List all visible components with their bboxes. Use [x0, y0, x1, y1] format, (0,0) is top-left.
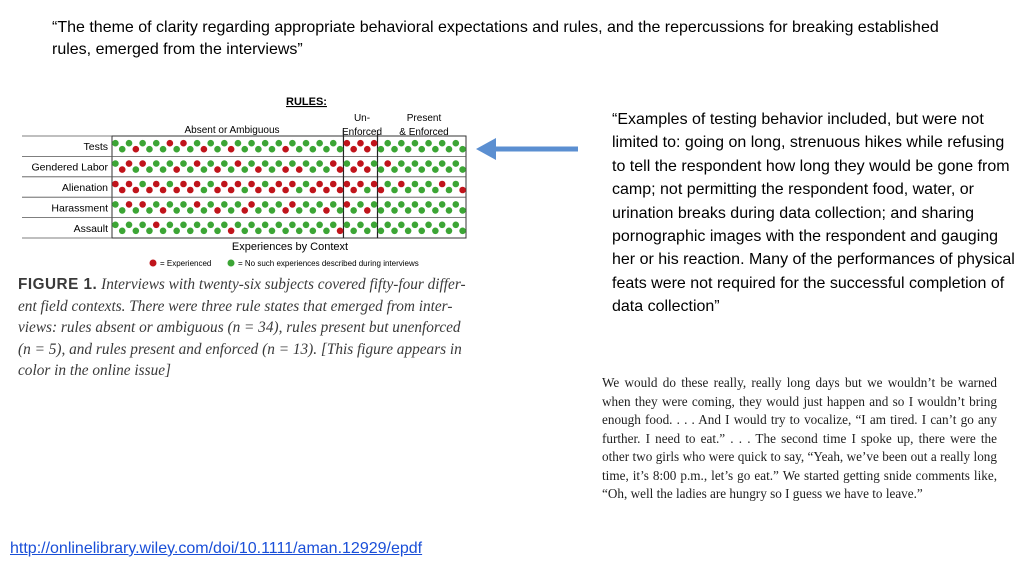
column-header-unenforced-line1: Un- [353, 113, 371, 124]
dot-experienced [248, 201, 255, 208]
dot-experienced [194, 201, 201, 208]
dot-not-experienced [405, 207, 412, 214]
dot-not-experienced [255, 207, 262, 214]
dot-not-experienced [133, 228, 140, 235]
dot-not-experienced [201, 166, 208, 173]
dot-not-experienced [153, 201, 160, 208]
dot-experienced [194, 160, 201, 167]
dot-experienced [248, 181, 255, 188]
dot-not-experienced [146, 207, 153, 214]
dot-not-experienced [201, 207, 208, 214]
dot-not-experienced [173, 228, 180, 235]
dot-not-experienced [316, 140, 323, 147]
dot-not-experienced [255, 228, 262, 235]
dot-experienced [235, 181, 242, 188]
row-labels [32, 141, 109, 235]
dot-experienced [133, 146, 140, 153]
dot-not-experienced [432, 228, 439, 235]
dot-experienced [364, 207, 371, 214]
dot-experienced [214, 207, 221, 214]
dot-not-experienced [221, 140, 228, 147]
dot-not-experienced [412, 140, 419, 147]
dot-not-experienced [378, 146, 385, 153]
dot-not-experienced [371, 222, 378, 229]
dot-not-experienced [350, 228, 357, 235]
dot-not-experienced [425, 222, 432, 229]
dot-experienced [153, 222, 160, 229]
dot-not-experienced [289, 160, 296, 167]
dot-not-experienced [119, 228, 126, 235]
dot-experienced [330, 181, 337, 188]
dot-not-experienced [330, 201, 337, 208]
dot-not-experienced [160, 228, 167, 235]
column-header-enforced-line1: Present [406, 113, 442, 124]
dot-not-experienced [303, 140, 310, 147]
dot-not-experienced [112, 222, 119, 229]
dot-not-experienced [446, 187, 453, 194]
dot-not-experienced [255, 146, 262, 153]
dot-not-experienced [146, 146, 153, 153]
dot-not-experienced [316, 201, 323, 208]
dot-not-experienced [275, 160, 282, 167]
dot-not-experienced [418, 207, 425, 214]
dot-not-experienced [248, 140, 255, 147]
dot-not-experienced [323, 146, 330, 153]
dot-not-experienced [418, 146, 425, 153]
dot-not-experienced [146, 228, 153, 235]
dot-experienced [241, 207, 248, 214]
dot-not-experienced [310, 228, 317, 235]
dot-not-experienced [296, 228, 303, 235]
rules-figure [0, 90, 480, 270]
dot-not-experienced [316, 222, 323, 229]
dot-not-experienced [296, 187, 303, 194]
dot-experienced [153, 181, 160, 188]
dot-experienced [167, 140, 174, 147]
row-label: Tests [83, 141, 108, 154]
row-label: Harassment [51, 202, 108, 215]
dot-not-experienced [405, 187, 412, 194]
dot-experienced [282, 187, 289, 194]
dot-experienced [133, 187, 140, 194]
dot-not-experienced [241, 166, 248, 173]
dot-not-experienced [133, 207, 140, 214]
dot-experienced [160, 207, 167, 214]
top-quote: “The theme of clarity regarding appropriate behavioral expectations and rules, and the repercussions for breaking established rules, emerged from the interviews” [52, 19, 939, 58]
dot-not-experienced [187, 166, 194, 173]
dot-not-experienced [126, 222, 133, 229]
dot-not-experienced [418, 166, 425, 173]
dot-not-experienced [167, 201, 174, 208]
column-header-absent: Absent or Ambiguous [184, 125, 280, 136]
dot-experienced [323, 207, 330, 214]
dot-not-experienced [364, 228, 371, 235]
dot-not-experienced [384, 222, 391, 229]
dot-experienced [323, 187, 330, 194]
dot-experienced [139, 160, 146, 167]
dot-experienced [221, 181, 228, 188]
dot-not-experienced [180, 201, 187, 208]
dot-experienced [214, 187, 221, 194]
dot-not-experienced [439, 222, 446, 229]
dot-not-experienced [391, 146, 398, 153]
dot-not-experienced [371, 201, 378, 208]
dot-experienced [344, 181, 351, 188]
dot-not-experienced [391, 228, 398, 235]
dot-not-experienced [235, 140, 242, 147]
dot-not-experienced [139, 181, 146, 188]
dot-not-experienced [180, 222, 187, 229]
dot-not-experienced [452, 201, 459, 208]
dot-not-experienced [405, 146, 412, 153]
dot-not-experienced [330, 140, 337, 147]
dot-experienced [350, 187, 357, 194]
dot-not-experienced [350, 207, 357, 214]
dot-not-experienced [378, 166, 385, 173]
row-label: Gendered Labor [31, 161, 108, 174]
dot-experienced [160, 187, 167, 194]
dot-not-experienced [269, 146, 276, 153]
dot-not-experienced [412, 201, 419, 208]
dot-not-experienced [418, 228, 425, 235]
dot-not-experienced [418, 187, 425, 194]
dot-not-experienced [269, 166, 276, 173]
dot-not-experienced [296, 146, 303, 153]
dot-experienced [126, 181, 133, 188]
dot-not-experienced [384, 201, 391, 208]
dot-not-experienced [187, 146, 194, 153]
dot-experienced [139, 201, 146, 208]
dot-experienced [146, 187, 153, 194]
dot-not-experienced [207, 201, 214, 208]
dot-not-experienced [201, 228, 208, 235]
dot-not-experienced [119, 146, 126, 153]
dot-experienced [310, 187, 317, 194]
dot-experienced [384, 160, 391, 167]
dot-not-experienced [446, 166, 453, 173]
dot-not-experienced [133, 166, 140, 173]
dot-not-experienced [296, 207, 303, 214]
dot-experienced [173, 187, 180, 194]
dot-experienced [364, 146, 371, 153]
dot-not-experienced [126, 140, 133, 147]
dot-not-experienced [275, 201, 282, 208]
dot-not-experienced [405, 166, 412, 173]
dot-experienced [235, 160, 242, 167]
dot-experienced [180, 140, 187, 147]
dot-not-experienced [357, 222, 364, 229]
dot-experienced [330, 160, 337, 167]
dot-not-experienced [398, 160, 405, 167]
dot-not-experienced [452, 181, 459, 188]
dot-experienced [364, 166, 371, 173]
dot-not-experienced [384, 140, 391, 147]
dot-experienced [269, 187, 276, 194]
dot-experienced [228, 187, 235, 194]
dot-not-experienced [153, 160, 160, 167]
dot-not-experienced [316, 160, 323, 167]
column-header-unenforced-line2: Enforced [341, 127, 383, 138]
dot-experienced [350, 166, 357, 173]
figure-caption-text: Interviews with twenty-six subjects covered fifty-four differ- ent field contexts. There were three rule states that emerged from inter- views: rules absent or ambiguous (n = 34), rules present but unenforced (n = 5), and rules present and enforced (n = 13). [This figure appears in color in the online issue] [18, 276, 466, 380]
dot-not-experienced [180, 160, 187, 167]
dot-not-experienced [357, 201, 364, 208]
dot-experienced [228, 146, 235, 153]
dot-not-experienced [275, 140, 282, 147]
dot-experienced [255, 187, 262, 194]
dot-not-experienced [282, 228, 289, 235]
dot-not-experienced [262, 201, 269, 208]
dot-not-experienced [459, 146, 466, 153]
dot-not-experienced [160, 166, 167, 173]
dot-not-experienced [337, 207, 344, 214]
dot-experienced [316, 181, 323, 188]
dot-not-experienced [378, 228, 385, 235]
dot-experienced [350, 146, 357, 153]
dot-not-experienced [303, 160, 310, 167]
dot-not-experienced [344, 160, 351, 167]
dot-not-experienced [112, 201, 119, 208]
dot-not-experienced [112, 160, 119, 167]
dot-experienced [459, 187, 466, 194]
dot-not-experienced [310, 146, 317, 153]
dot-not-experienced [446, 228, 453, 235]
dot-not-experienced [269, 228, 276, 235]
dot-not-experienced [425, 140, 432, 147]
dot-not-experienced [425, 160, 432, 167]
dot-experienced [112, 181, 119, 188]
interview-excerpt: We would do these really, really long days but we wouldn’t be warned when they were coming, they would just happen and so I wouldn’t bring enough food. . . . And I would try to vocalize, “I am tired. I can’t go any further. I need to eat.” . . . The second time I spoke up, there were the other two girls who were quick to say, “Yeah, we’ve been out a really long time, it’s 8:00 p.m., let’s go eat.” We started getting snide comments like, “Oh, well the ladies are hungry so I guess we have to leave.” [602, 375, 997, 501]
dot-not-experienced [235, 222, 242, 229]
dot-not-experienced [405, 228, 412, 235]
dot-not-experienced [221, 160, 228, 167]
dot-not-experienced [201, 187, 208, 194]
dot-not-experienced [412, 222, 419, 229]
dot-not-experienced [459, 166, 466, 173]
dot-not-experienced [378, 207, 385, 214]
dot-experienced [344, 140, 351, 147]
dot-experienced [119, 166, 126, 173]
column-header-enforced-line2: & Enforced [399, 127, 449, 138]
dot-not-experienced [228, 166, 235, 173]
dot-not-experienced [446, 146, 453, 153]
dot-not-experienced [452, 140, 459, 147]
dot-experienced [126, 160, 133, 167]
dot-not-experienced [262, 222, 269, 229]
dot-not-experienced [432, 166, 439, 173]
dot-not-experienced [310, 207, 317, 214]
dot-experienced [180, 181, 187, 188]
dot-not-experienced [167, 181, 174, 188]
dot-not-experienced [289, 222, 296, 229]
figure-label: FIGURE 1. [18, 276, 98, 293]
left-arrow-icon [470, 132, 582, 166]
dot-not-experienced [398, 201, 405, 208]
figure-caption [18, 274, 473, 382]
dot-not-experienced [337, 146, 344, 153]
dot-experienced [282, 166, 289, 173]
rules-title: RULES: [286, 96, 327, 108]
dot-experienced [289, 201, 296, 208]
dot-experienced [228, 228, 235, 235]
dot-not-experienced [248, 160, 255, 167]
dot-experienced [173, 166, 180, 173]
dot-not-experienced [167, 160, 174, 167]
dot-not-experienced [303, 181, 310, 188]
testing-behavior-quote: “Examples of testing behavior included, but were not limited to: going on long, strenuous hikes while refusing to tell the respondent how long they would be gone from camp; not permitting the respondent food, water, or urination breaks during data collection; and sharing pornographic images with the respondent and gauging her or his reaction. Many of the performances of physical feats were not required for the successful completion of data collection” [612, 111, 1015, 316]
legend-experienced-dot [150, 260, 157, 267]
dot-not-experienced [439, 160, 446, 167]
dot-not-experienced [207, 181, 214, 188]
dot-experienced [398, 181, 405, 188]
dot-not-experienced [391, 207, 398, 214]
dot-experienced [255, 166, 262, 173]
dot-not-experienced [344, 222, 351, 229]
experience-dots [112, 140, 466, 234]
dot-experienced [201, 146, 208, 153]
dot-not-experienced [167, 222, 174, 229]
dot-not-experienced [160, 146, 167, 153]
legend-none-label: = No such experiences described during interviews [238, 259, 419, 268]
dot-not-experienced [384, 181, 391, 188]
dot-not-experienced [439, 201, 446, 208]
dot-experienced [282, 146, 289, 153]
dot-not-experienced [412, 181, 419, 188]
dot-experienced [289, 181, 296, 188]
dot-experienced [126, 201, 133, 208]
dot-not-experienced [262, 160, 269, 167]
row-label: Assault [73, 222, 108, 235]
dot-not-experienced [364, 187, 371, 194]
dot-not-experienced [452, 160, 459, 167]
dot-not-experienced [207, 160, 214, 167]
legend-none-dot [228, 260, 235, 267]
dot-not-experienced [269, 207, 276, 214]
dot-not-experienced [146, 166, 153, 173]
dot-not-experienced [371, 160, 378, 167]
dot-not-experienced [248, 222, 255, 229]
dot-not-experienced [323, 166, 330, 173]
dot-experienced [357, 160, 364, 167]
dot-not-experienced [425, 201, 432, 208]
dot-experienced [296, 166, 303, 173]
dot-not-experienced [310, 166, 317, 173]
dot-experienced [357, 181, 364, 188]
row-label: Alienation [61, 182, 108, 194]
dot-not-experienced [235, 201, 242, 208]
dot-not-experienced [303, 222, 310, 229]
dot-not-experienced [173, 146, 180, 153]
dot-not-experienced [303, 201, 310, 208]
dot-experienced [187, 187, 194, 194]
dot-experienced [337, 187, 344, 194]
dot-not-experienced [194, 140, 201, 147]
dot-experienced [337, 228, 344, 235]
dot-not-experienced [228, 207, 235, 214]
legend-experienced-label: = Experienced [160, 259, 212, 268]
dot-not-experienced [139, 140, 146, 147]
dot-not-experienced [452, 222, 459, 229]
dot-not-experienced [119, 207, 126, 214]
dot-experienced [282, 207, 289, 214]
dot-not-experienced [275, 222, 282, 229]
dot-experienced [378, 187, 385, 194]
dot-not-experienced [214, 228, 221, 235]
dot-not-experienced [112, 140, 119, 147]
dot-not-experienced [432, 207, 439, 214]
dot-not-experienced [432, 146, 439, 153]
dot-not-experienced [398, 222, 405, 229]
dot-not-experienced [214, 146, 221, 153]
dot-not-experienced [412, 160, 419, 167]
dot-not-experienced [330, 222, 337, 229]
dot-not-experienced [241, 146, 248, 153]
dot-not-experienced [173, 207, 180, 214]
dot-not-experienced [241, 228, 248, 235]
dot-not-experienced [391, 187, 398, 194]
dot-not-experienced [432, 187, 439, 194]
dot-not-experienced [398, 140, 405, 147]
dot-experienced [337, 166, 344, 173]
dot-experienced [119, 187, 126, 194]
dot-not-experienced [221, 201, 228, 208]
dot-experienced [275, 181, 282, 188]
dot-not-experienced [262, 140, 269, 147]
dot-not-experienced [262, 181, 269, 188]
dot-not-experienced [194, 222, 201, 229]
dot-experienced [439, 181, 446, 188]
dot-not-experienced [425, 181, 432, 188]
dot-not-experienced [187, 207, 194, 214]
dot-not-experienced [391, 166, 398, 173]
dot-experienced [371, 181, 378, 188]
dot-not-experienced [459, 228, 466, 235]
dot-experienced [194, 181, 201, 188]
dot-experienced [214, 166, 221, 173]
dot-experienced [357, 140, 364, 147]
dot-not-experienced [446, 207, 453, 214]
x-axis-label: Experiences by Context [231, 241, 349, 253]
dot-not-experienced [207, 222, 214, 229]
dot-not-experienced [207, 140, 214, 147]
article-link[interactable]: http://onlinelibrary.wiley.com/doi/10.1111/aman.12929/epdf [10, 540, 423, 557]
dot-not-experienced [153, 140, 160, 147]
dot-not-experienced [323, 228, 330, 235]
dot-not-experienced [139, 222, 146, 229]
dot-not-experienced [289, 140, 296, 147]
dot-experienced [344, 201, 351, 208]
dot-not-experienced [459, 207, 466, 214]
dot-not-experienced [241, 187, 248, 194]
dot-not-experienced [187, 228, 194, 235]
dot-not-experienced [439, 140, 446, 147]
dot-not-experienced [221, 222, 228, 229]
dot-experienced [371, 140, 378, 147]
